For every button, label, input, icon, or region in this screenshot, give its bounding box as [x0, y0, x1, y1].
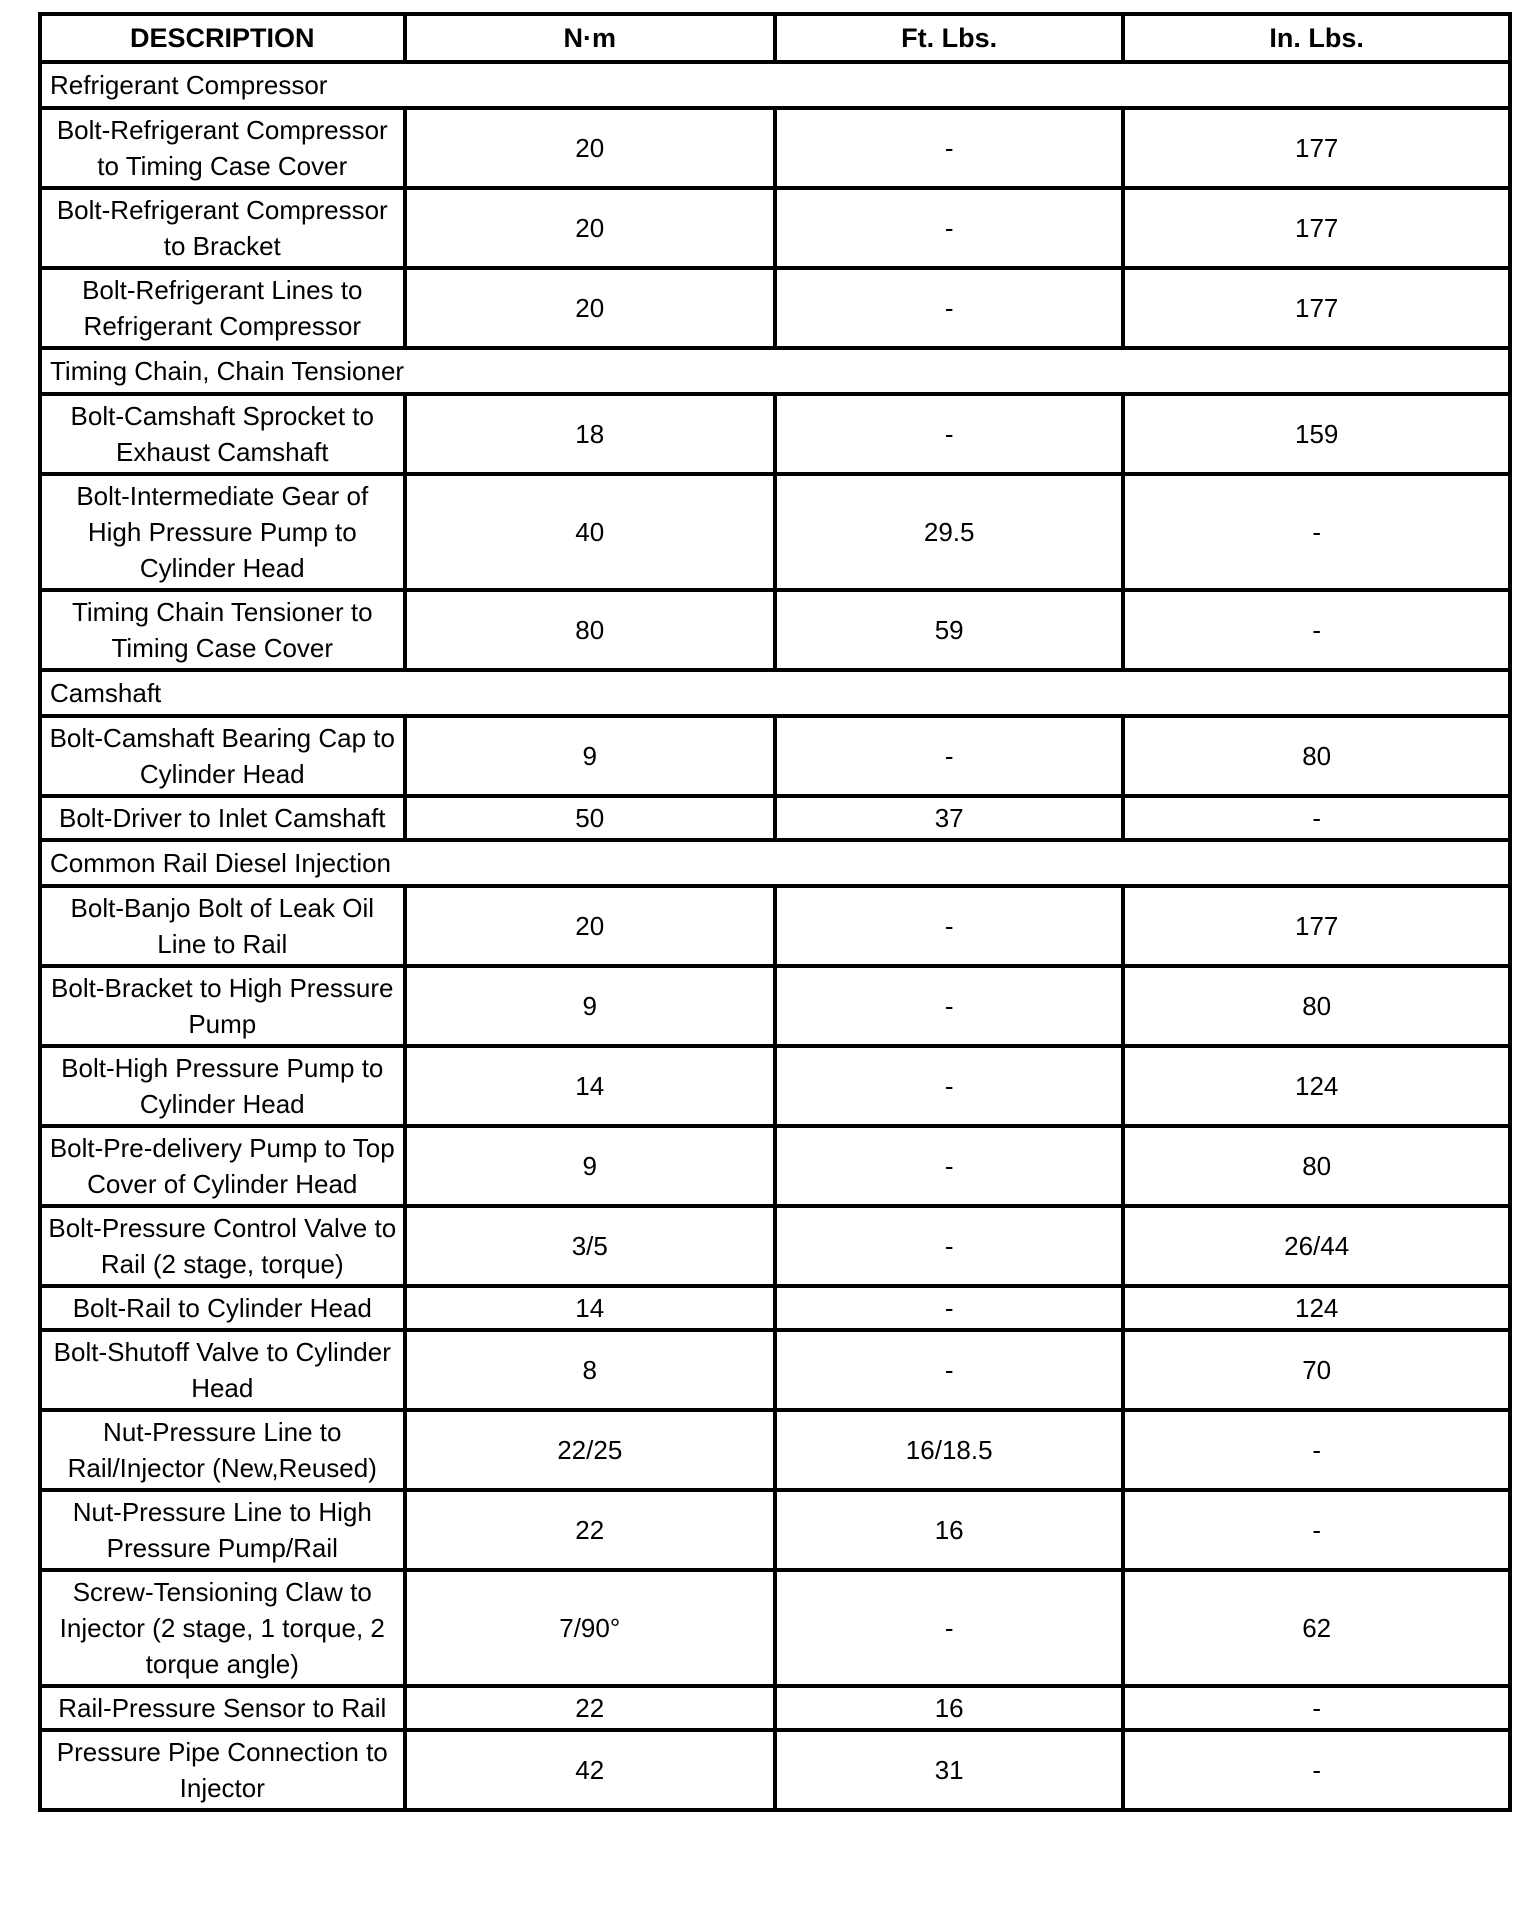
inlbs-value-cell: - — [1123, 474, 1510, 590]
nm-value-cell: 40 — [405, 474, 775, 590]
spec-row — [40, 1686, 1510, 1730]
inlbs-value-cell: 124 — [1123, 1046, 1510, 1126]
section-row — [40, 670, 1510, 716]
ftlbs-value-cell: - — [775, 966, 1123, 1046]
ftlbs-value-cell: - — [775, 1046, 1123, 1126]
description-cell: Bolt-Refrigerant Compressor to Bracket — [40, 188, 405, 268]
inlbs-value-cell: - — [1123, 1730, 1510, 1810]
spec-row — [40, 1286, 1510, 1330]
section-title: Common Rail Diesel Injection — [40, 840, 1510, 886]
nm-value-cell: 20 — [405, 108, 775, 188]
inlbs-value-cell: 177 — [1123, 268, 1510, 348]
inlbs-value-cell: 80 — [1123, 716, 1510, 796]
description-cell: Bolt-Bracket to High Pressure Pump — [40, 966, 405, 1046]
spec-row — [40, 1126, 1510, 1206]
nm-value-cell: 22 — [405, 1686, 775, 1730]
section-title: Timing Chain, Chain Tensioner — [40, 348, 1510, 394]
column-header-description: DESCRIPTION — [40, 14, 405, 62]
section-row — [40, 840, 1510, 886]
spec-row — [40, 966, 1510, 1046]
column-header-ftlbs: Ft. Lbs. — [775, 14, 1123, 62]
inlbs-value-cell: 124 — [1123, 1286, 1510, 1330]
description-cell: Bolt-Refrigerant Compressor to Timing Case Cover — [40, 108, 405, 188]
ftlbs-value-cell: - — [775, 1126, 1123, 1206]
spec-row — [40, 590, 1510, 670]
inlbs-value-cell: - — [1123, 1686, 1510, 1730]
section-title: Camshaft — [40, 670, 1510, 716]
description-cell: Bolt-Driver to Inlet Camshaft — [40, 796, 405, 840]
section-row — [40, 348, 1510, 394]
inlbs-value-cell: - — [1123, 590, 1510, 670]
ftlbs-value-cell: - — [775, 716, 1123, 796]
spec-row — [40, 188, 1510, 268]
ftlbs-value-cell: 59 — [775, 590, 1123, 670]
ftlbs-value-cell: - — [775, 394, 1123, 474]
description-cell: Bolt-Intermediate Gear of High Pressure Pump to Cylinder Head — [40, 474, 405, 590]
inlbs-value-cell: 62 — [1123, 1570, 1510, 1686]
column-header-inlbs: In. Lbs. — [1123, 14, 1510, 62]
description-cell: Nut-Pressure Line to High Pressure Pump/Rail — [40, 1490, 405, 1570]
description-cell: Bolt-Refrigerant Lines to Refrigerant Compressor — [40, 268, 405, 348]
torque-table-body — [40, 62, 1510, 1810]
ftlbs-value-cell: 31 — [775, 1730, 1123, 1810]
spec-row — [40, 1410, 1510, 1490]
description-cell: Rail-Pressure Sensor to Rail — [40, 1686, 405, 1730]
inlbs-value-cell: - — [1123, 1410, 1510, 1490]
inlbs-value-cell: - — [1123, 796, 1510, 840]
ftlbs-value-cell: 16 — [775, 1490, 1123, 1570]
nm-value-cell: 20 — [405, 188, 775, 268]
spec-row — [40, 1730, 1510, 1810]
inlbs-value-cell: 177 — [1123, 108, 1510, 188]
description-cell: Nut-Pressure Line to Rail/Injector (New,Reused) — [40, 1410, 405, 1490]
spec-row — [40, 1046, 1510, 1126]
spec-row — [40, 796, 1510, 840]
description-cell: Bolt-Pressure Control Valve to Rail (2 stage, torque) — [40, 1206, 405, 1286]
description-cell: Pressure Pipe Connection to Injector — [40, 1730, 405, 1810]
section-row — [40, 62, 1510, 108]
description-cell: Timing Chain Tensioner to Timing Case Cover — [40, 590, 405, 670]
torque-spec-table — [38, 12, 1512, 1812]
spec-row — [40, 1570, 1510, 1686]
ftlbs-value-cell: - — [775, 1570, 1123, 1686]
nm-value-cell: 14 — [405, 1286, 775, 1330]
spec-row — [40, 394, 1510, 474]
ftlbs-value-cell: - — [775, 268, 1123, 348]
nm-value-cell: 20 — [405, 886, 775, 966]
spec-row — [40, 268, 1510, 348]
ftlbs-value-cell: - — [775, 108, 1123, 188]
ftlbs-value-cell: - — [775, 1286, 1123, 1330]
ftlbs-value-cell: - — [775, 886, 1123, 966]
nm-value-cell: 20 — [405, 268, 775, 348]
inlbs-value-cell: 80 — [1123, 1126, 1510, 1206]
nm-value-cell: 9 — [405, 716, 775, 796]
spec-row — [40, 886, 1510, 966]
inlbs-value-cell: 26/44 — [1123, 1206, 1510, 1286]
nm-value-cell: 9 — [405, 1126, 775, 1206]
description-cell: Bolt-Shutoff Valve to Cylinder Head — [40, 1330, 405, 1410]
description-cell: Bolt-High Pressure Pump to Cylinder Head — [40, 1046, 405, 1126]
column-header-nm: N·m — [405, 14, 775, 62]
nm-value-cell: 22 — [405, 1490, 775, 1570]
nm-value-cell: 22/25 — [405, 1410, 775, 1490]
nm-value-cell: 3/5 — [405, 1206, 775, 1286]
description-cell: Screw-Tensioning Claw to Injector (2 stage, 1 torque, 2 torque angle) — [40, 1570, 405, 1686]
nm-value-cell: 7/90° — [405, 1570, 775, 1686]
inlbs-value-cell: 159 — [1123, 394, 1510, 474]
description-cell: Bolt-Pre-delivery Pump to Top Cover of Cylinder Head — [40, 1126, 405, 1206]
ftlbs-value-cell: - — [775, 1206, 1123, 1286]
section-title: Refrigerant Compressor — [40, 62, 1510, 108]
spec-row — [40, 1330, 1510, 1410]
ftlbs-value-cell: 37 — [775, 796, 1123, 840]
spec-row — [40, 1490, 1510, 1570]
spec-row — [40, 474, 1510, 590]
nm-value-cell: 9 — [405, 966, 775, 1046]
nm-value-cell: 50 — [405, 796, 775, 840]
spec-row — [40, 108, 1510, 188]
inlbs-value-cell: 177 — [1123, 188, 1510, 268]
inlbs-value-cell: 80 — [1123, 966, 1510, 1046]
ftlbs-value-cell: 16 — [775, 1686, 1123, 1730]
inlbs-value-cell: 70 — [1123, 1330, 1510, 1410]
ftlbs-value-cell: - — [775, 1330, 1123, 1410]
spec-row — [40, 716, 1510, 796]
description-cell: Bolt-Rail to Cylinder Head — [40, 1286, 405, 1330]
nm-value-cell: 8 — [405, 1330, 775, 1410]
table-header-row — [40, 14, 1510, 62]
inlbs-value-cell: 177 — [1123, 886, 1510, 966]
nm-value-cell: 80 — [405, 590, 775, 670]
inlbs-value-cell: - — [1123, 1490, 1510, 1570]
description-cell: Bolt-Camshaft Sprocket to Exhaust Camshaft — [40, 394, 405, 474]
description-cell: Bolt-Banjo Bolt of Leak Oil Line to Rail — [40, 886, 405, 966]
spec-row — [40, 1206, 1510, 1286]
nm-value-cell: 18 — [405, 394, 775, 474]
nm-value-cell: 14 — [405, 1046, 775, 1126]
ftlbs-value-cell: - — [775, 188, 1123, 268]
ftlbs-value-cell: 16/18.5 — [775, 1410, 1123, 1490]
description-cell: Bolt-Camshaft Bearing Cap to Cylinder Head — [40, 716, 405, 796]
nm-value-cell: 42 — [405, 1730, 775, 1810]
ftlbs-value-cell: 29.5 — [775, 474, 1123, 590]
